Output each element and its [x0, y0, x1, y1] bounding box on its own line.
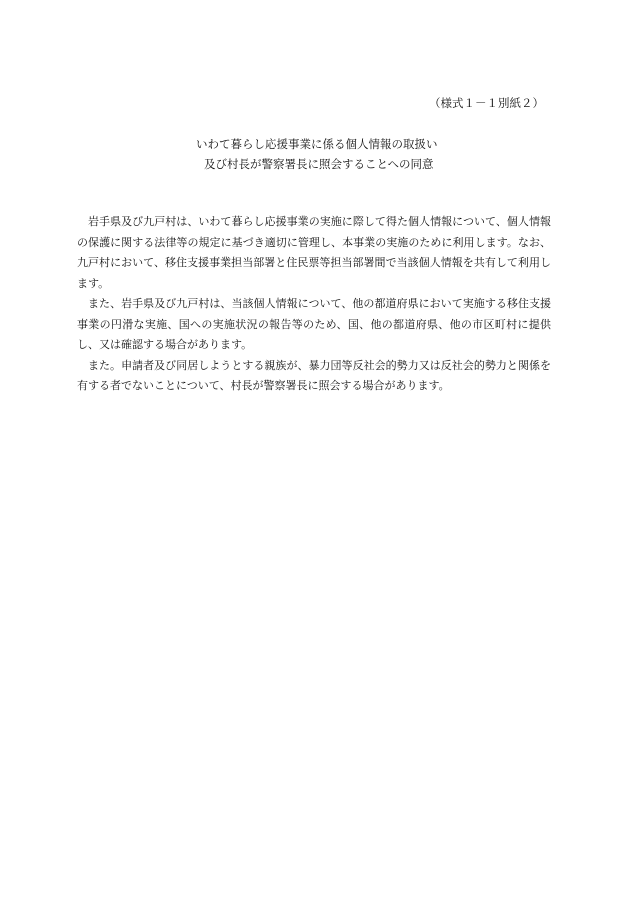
document-title [0, 134, 630, 174]
paragraph-police-inquiry: また。申請者及び同居しようとする親族が、暴力団等反社会的勢力又は反社会的勢力と関係を有する者でないことについて、村長が警察署長に照会する場合があります。 [77, 358, 551, 392]
title-line-1: いわて暮らし応援事業に係る個人情報の取扱い [196, 137, 438, 151]
paragraph-personal-info-management: 岩手県及び九戸村は、いわて暮らし応援事業の実施に際して得た個人情報について、個人情報の保護に関する法律等の規定に基づき適切に管理し、本事業の実施のために利用します。なお、九戸村において、移住支援事業担当部署と住民票等担当部署間で当該個人情報を共有して利用します。 [77, 215, 551, 290]
paragraph-information-sharing: また、岩手県及び九戸村は、当該個人情報について、他の都道府県において実施する移住支援事業の円滑な実施、国への実施状況の報告等のため、国、他の都道府県、他の市区町村に提供し、又は確認する場合があります。 [77, 297, 551, 351]
form-number: （様式１－１別紙２） [429, 96, 544, 110]
title-line-2: 及び村長が警察署長に照会することへの同意 [204, 157, 434, 171]
document-body [77, 212, 551, 397]
